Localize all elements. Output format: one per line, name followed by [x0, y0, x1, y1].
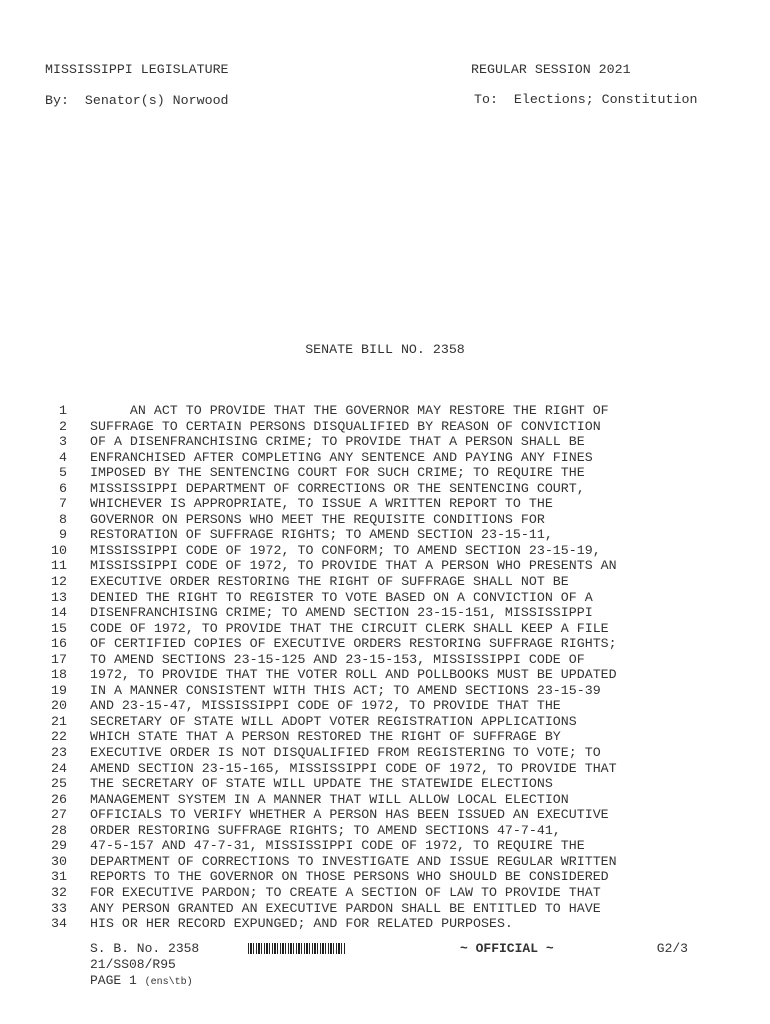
- line-text: FOR EXECUTIVE PARDON; TO CREATE A SECTION OF LAW TO PROVIDE THAT: [90, 884, 601, 900]
- barcode: [248, 943, 346, 954]
- line-number: 27: [51, 807, 67, 823]
- page-number: PAGE 1: [90, 973, 137, 988]
- line-number: 25: [51, 776, 67, 792]
- line-text: GOVERNOR ON PERSONS WHO MEET THE REQUISITE CONDITIONS FOR: [90, 511, 545, 527]
- line-text: 1972, TO PROVIDE THAT THE VOTER ROLL AND POLLBOOKS MUST BE UPDATED: [90, 667, 617, 683]
- line-number: 28: [51, 822, 67, 838]
- session-label: REGULAR SESSION 2021: [471, 62, 631, 77]
- line-number: 8: [59, 511, 67, 527]
- line-number: 26: [51, 791, 67, 807]
- line-text: OF A DISENFRANCHISING CRIME; TO PROVIDE THAT A PERSON SHALL BE: [90, 434, 585, 450]
- line-text: MISSISSIPPI DEPARTMENT OF CORRECTIONS OR THE SENTENCING COURT,: [90, 480, 585, 496]
- line-number: 24: [51, 760, 67, 776]
- line-number: 11: [51, 558, 67, 574]
- line-text: DENIED THE RIGHT TO REGISTER TO VOTE BASED ON A CONVICTION OF A: [90, 589, 593, 605]
- line-text: ORDER RESTORING SUFFRAGE RIGHTS; TO AMEND SECTIONS 47-7-41,: [90, 822, 561, 838]
- version-code: G2/3: [656, 941, 688, 956]
- line-number: 29: [51, 838, 67, 854]
- line-number: 15: [51, 620, 67, 636]
- line-text: MISSISSIPPI CODE OF 1972, TO PROVIDE THAT A PERSON WHO PRESENTS AN: [90, 558, 617, 574]
- line-number: 7: [59, 496, 67, 512]
- line-number: 6: [59, 480, 67, 496]
- line-text: 47-5-157 AND 47-7-31, MISSISSIPPI CODE OF 1972, TO REQUIRE THE: [90, 838, 585, 854]
- line-number: 20: [51, 698, 67, 714]
- line-text: OF CERTIFIED COPIES OF EXECUTIVE ORDERS RESTORING SUFFRAGE RIGHTS;: [90, 636, 617, 652]
- line-text: CODE OF 1972, TO PROVIDE THAT THE CIRCUIT CLERK SHALL KEEP A FILE: [90, 620, 609, 636]
- line-number: 22: [51, 729, 67, 745]
- sponsor-label: By: Senator(s) Norwood: [45, 93, 229, 108]
- page-footer: [90, 941, 690, 989]
- line-number: 9: [59, 527, 67, 543]
- line-text: EXECUTIVE ORDER IS NOT DISQUALIFIED FROM REGISTERING TO VOTE; TO: [90, 745, 601, 761]
- line-text: HIS OR HER RECORD EXPUNGED; AND FOR RELATED PURPOSES.: [90, 916, 513, 932]
- document-code: 21/SS08/R95: [90, 957, 176, 972]
- line-number: 17: [51, 651, 67, 667]
- line-text: WHICH STATE THAT A PERSON RESTORED THE RIGHT OF SUFFRAGE BY: [90, 729, 561, 745]
- line-text: SECRETARY OF STATE WILL ADOPT VOTER REGISTRATION APPLICATIONS: [90, 713, 577, 729]
- footer-bill-number: S. B. No. 2358: [90, 941, 200, 956]
- line-number: 13: [51, 589, 67, 605]
- line-text: EXECUTIVE ORDER RESTORING THE RIGHT OF SUFFRAGE SHALL NOT BE: [90, 574, 569, 590]
- official-marker: ~ OFFICIAL ~: [460, 941, 554, 956]
- line-number: 10: [51, 542, 67, 558]
- line-text: AMEND SECTION 23-15-165, MISSISSIPPI CODE OF 1972, TO PROVIDE THAT: [90, 760, 617, 776]
- line-text: AND 23-15-47, MISSISSIPPI CODE OF 1972, TO PROVIDE THAT THE: [90, 698, 561, 714]
- committee-referral: To: Elections; Constitution: [474, 92, 698, 107]
- line-number: 19: [51, 682, 67, 698]
- line-number: 30: [51, 853, 67, 869]
- line-text: MANAGEMENT SYSTEM IN A MANNER THAT WILL ALLOW LOCAL ELECTION: [90, 791, 569, 807]
- line-text: IMPOSED BY THE SENTENCING COURT FOR SUCH CRIME; TO REQUIRE THE: [90, 465, 585, 481]
- line-number: 12: [51, 574, 67, 590]
- line-text: MISSISSIPPI CODE OF 1972, TO CONFORM; TO AMEND SECTION 23-15-19,: [90, 542, 601, 558]
- line-number: 32: [51, 884, 67, 900]
- line-number: 21: [51, 713, 67, 729]
- typist-initials: (ens\tb): [144, 977, 193, 988]
- line-number: 5: [59, 465, 67, 481]
- line-number: 1: [59, 403, 67, 418]
- line-number: 3: [59, 434, 67, 450]
- line-text: SUFFRAGE TO CERTAIN PERSONS DISQUALIFIED BY REASON OF CONVICTION: [90, 418, 601, 434]
- line-number: 31: [51, 869, 67, 885]
- line-number: 16: [51, 636, 67, 652]
- line-text: AN ACT TO PROVIDE THAT THE GOVERNOR MAY RESTORE THE RIGHT OF: [90, 403, 609, 418]
- line-text: THE SECRETARY OF STATE WILL UPDATE THE STATEWIDE ELECTIONS: [90, 776, 553, 792]
- line-text: ANY PERSON GRANTED AN EXECUTIVE PARDON SHALL BE ENTITLED TO HAVE: [90, 900, 601, 916]
- line-text: WHICHEVER IS APPROPRIATE, TO ISSUE A WRITTEN REPORT TO THE: [90, 496, 553, 512]
- line-number: 23: [51, 745, 67, 761]
- line-text: DEPARTMENT OF CORRECTIONS TO INVESTIGATE AND ISSUE REGULAR WRITTEN: [90, 853, 617, 869]
- line-number: 2: [59, 418, 67, 434]
- line-number: 14: [51, 605, 67, 621]
- bill-title: SENATE BILL NO. 2358: [305, 342, 465, 357]
- line-number: 4: [59, 449, 67, 465]
- line-text: RESTORATION OF SUFFRAGE RIGHTS; TO AMEND SECTION 23-15-11,: [90, 527, 553, 543]
- line-text: IN A MANNER CONSISTENT WITH THIS ACT; TO AMEND SECTIONS 23-15-39: [90, 682, 601, 698]
- line-text: TO AMEND SECTIONS 23-15-125 AND 23-15-153, MISSISSIPPI CODE OF: [90, 651, 585, 667]
- line-text: REPORTS TO THE GOVERNOR ON THOSE PERSONS WHO SHOULD BE CONSIDERED: [90, 869, 609, 885]
- line-number: 18: [51, 667, 67, 683]
- line-number: 34: [51, 916, 67, 932]
- line-text: ENFRANCHISED AFTER COMPLETING ANY SENTENCE AND PAYING ANY FINES: [90, 449, 593, 465]
- legislature-label: MISSISSIPPI LEGISLATURE: [45, 62, 229, 77]
- line-text: DISENFRANCHISING CRIME; TO AMEND SECTION 23-15-151, MISSISSIPPI: [90, 605, 593, 621]
- line-number: 33: [51, 900, 67, 916]
- line-text: OFFICIALS TO VERIFY WHETHER A PERSON HAS BEEN ISSUED AN EXECUTIVE: [90, 807, 609, 823]
